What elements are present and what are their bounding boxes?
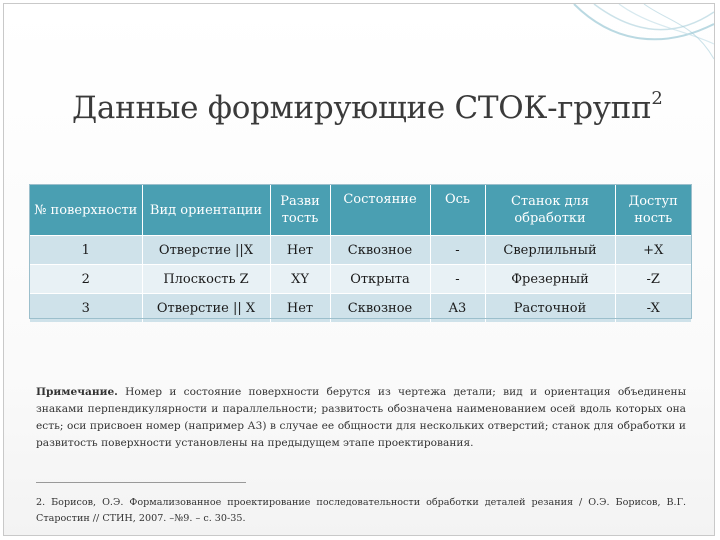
note-paragraph <box>36 384 686 452</box>
slide-title <box>72 88 672 126</box>
note-text: Номер и состояние поверхности берутся из чертежа детали; вид и ориентация объединены знаками перпендикулярности и параллельности; развитость обозначена наименованием осей вдоль которых она есть; оси присвоен номер (например А3) в случае ее общности для нескольких отверстий; станок для обработки и развитость поверхности установлены на предыдущем этапе проектирования. <box>36 386 687 449</box>
cell-surface-number: 3 <box>30 294 142 323</box>
header-development: Разви тость <box>270 185 330 236</box>
cell-state: Сквозное <box>330 236 430 265</box>
cell-accessibility: -Z <box>615 265 691 294</box>
cell-development: XY <box>270 265 330 294</box>
cell-axis: - <box>430 236 485 265</box>
cell-development: Нет <box>270 294 330 323</box>
cell-development: Нет <box>270 236 330 265</box>
table-header-row <box>30 185 691 236</box>
header-surface-number: № поверхности <box>30 185 142 236</box>
cell-accessibility: +X <box>615 236 691 265</box>
header-axis: Ось <box>430 185 485 236</box>
decorative-swirl-icon <box>564 4 714 84</box>
cell-accessibility: -X <box>615 294 691 323</box>
header-machine: Станок для обработки <box>485 185 615 236</box>
cell-machine: Сверлильный <box>485 236 615 265</box>
cell-axis: - <box>430 265 485 294</box>
cell-state: Открыта <box>330 265 430 294</box>
cell-orientation: Отверстие || X <box>142 294 270 323</box>
table-row <box>30 294 691 323</box>
title-footnote-mark: 2 <box>651 88 663 109</box>
header-accessibility: Доступ ность <box>615 185 691 236</box>
footnote-reference: 2. Борисов, О.Э. Формализованное проектирование последовательности обработки деталей резания / О.Э. Борисов, В.Г. Старостин // СТИН, 2007. –№9. – с. 30-35. <box>36 497 686 524</box>
cell-surface-number: 2 <box>30 265 142 294</box>
cell-surface-number: 1 <box>30 236 142 265</box>
table-row <box>30 265 691 294</box>
table-row <box>30 236 691 265</box>
cell-state: Сквозное <box>330 294 430 323</box>
cell-orientation: Отверстие ||X <box>142 236 270 265</box>
cell-machine: Фрезерный <box>485 265 615 294</box>
cell-axis: A3 <box>430 294 485 323</box>
cell-machine: Расточной <box>485 294 615 323</box>
title-text: Данные формирующие СТОК-групп <box>72 90 652 126</box>
cell-orientation: Плоскость Z <box>142 265 270 294</box>
footnote-separator <box>36 482 246 483</box>
header-orientation: Вид ориентации <box>142 185 270 236</box>
note-label: Примечание. <box>36 386 118 398</box>
surface-data-table <box>30 185 691 322</box>
header-state: Состояние <box>330 185 430 236</box>
